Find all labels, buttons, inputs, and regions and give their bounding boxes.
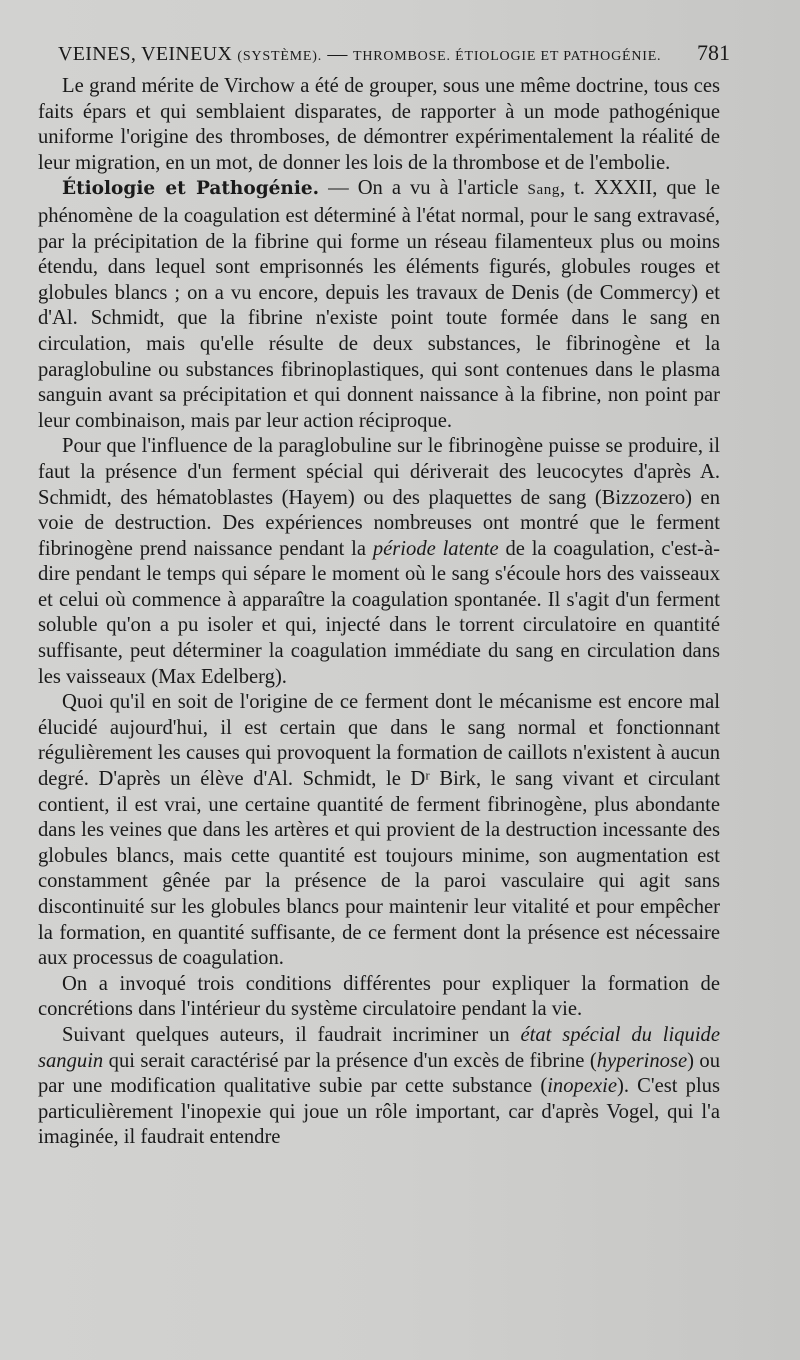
running-head-system: (SYSTÈME). bbox=[237, 49, 323, 64]
paragraph-2-text-b: , t. XXXII, que le phénomène de la coagulation est déterminé à l'état normal, pour le sang extravasé, par la précipitation de la fibrine qui forme un réseau filamenteux plus ou moins étendu, dans lequel sont emprisonnés les éléments figurés, globules rouges et globules blancs ; on a vu encore, depuis les travaux de Denis (de Commercy) et d'Al. Schmidt, que la fibrine n'existe point toute formée dans le sang en circulation, mais qu'elle résulte de deux substances, le fibrinogène et la paraglobuline ou substances fibrinoplastiques, qui sont contenues dans le plasma sanguin avant sa précipitation et qui donnent naissance à la fibrine, non point par leur combinaison, mais par leur action réciproque. bbox=[38, 177, 720, 432]
paragraph-6-emphasis-1: état spécial du liquide sanguin bbox=[38, 1023, 720, 1072]
page-number: 781 bbox=[697, 40, 730, 65]
paragraph-6-emphasis-2: hyperinose bbox=[596, 1049, 688, 1072]
paragraph-3 bbox=[38, 434, 720, 690]
paragraph-4: Quoi qu'il en soit de l'origine de ce ferment dont le mécanisme est encore mal élucidé aujourd'hui, il est certain que dans le sang normal et fonctionnant régulièrement les causes qui provoquent la formation de caillots n'existent à aucun degré. D'après un élève d'Al. Schmidt, le Dʳ Birk, le sang vivant et circulant contient, il est vrai, une certaine quantité de ferment fibrinogène, plus abondante dans les veines que dans les artères et qui provient de la destruction incessante des globules blancs, mais cette quantité est toujours minime, son augmentation est constamment gênée par la présence de la paroi vasculaire qui agit sans discontinuité sur les globules blancs pour maintenir leur vitalité et pour empêcher la formation, en quantité suffisante, de ce ferment dont la présence est nécessaire aux processus de coagulation. bbox=[38, 691, 720, 970]
paragraph-5: On a invoqué trois conditions différentes pour expliquer la formation de concrétions dans l'intérieur du système circulatoire pendant la vie. bbox=[38, 972, 720, 1021]
running-head-main: VEINES, VEINEUX bbox=[58, 43, 233, 65]
paragraph-2 bbox=[38, 176, 720, 434]
paragraph-6-text-c: ) ou par une modification qualitative subie par cette substance ( bbox=[38, 1049, 720, 1098]
running-head-dash: — bbox=[327, 43, 348, 65]
paragraph-6-text-d: ). C'est plus particulièrement l'inopexie qui joue un rôle important, car d'après Vogel, qui l'a imaginée, il faudrait entendre bbox=[38, 1075, 720, 1149]
paragraph-6-text-b: qui serait caractérisé par la présence d'un excès de fibrine ( bbox=[103, 1049, 597, 1072]
paragraph-2-sang: Sang bbox=[527, 182, 560, 199]
paragraph-1: Le grand mérite de Virchow a été de grouper, sous une même doctrine, tous ces faits épars et qui semblaient disparates, de rapporter à un mode pathogénique uniforme l'origine des thromboses, de démontrer expérimentalement la réalité de leur migration, en un mot, de donner les lois de la thrombose et de l'embolie. bbox=[38, 75, 720, 174]
section-heading-etiologie: Étiologie et Pathogénie. bbox=[62, 178, 320, 200]
paragraph-3-text-b: de la coagulation, c'est-à-dire pendant le temps qui sépare le moment où le sang s'écoule hors des vaisseaux et celui où commence à apparaître la coagulation spontanée. Il s'agit d'un ferment soluble qu'on a pu isoler et qui, injecté dans le torrent circulatoire en quantité suffisante, peut déterminer la coagulation immédiate du sang en circulation dans les vaisseaux (Max Edelberg). bbox=[38, 537, 720, 688]
body-text bbox=[38, 74, 720, 1151]
running-head-section: THROMBOSE. ÉTIOLOGIE ET PATHOGÉNIE. bbox=[352, 49, 662, 64]
paragraph-6-text-a: Suivant quelques auteurs, il faudrait incriminer un bbox=[62, 1023, 521, 1046]
paragraph-2-text-a: — On a vu à l'article bbox=[319, 177, 528, 200]
running-head-title bbox=[58, 43, 661, 66]
paragraph-3-text-a: Pour que l'influence de la paraglobuline sur le fibrinogène puisse se produire, il faut la présence d'un ferment spécial qui dériverait des leucocytes d'après A. Schmidt, des hématoblastes (Hayem) ou des plaquettes de sang (Bizzozero) en voie de destruction. Des expériences nombreuses ont montré que le ferment fibrinogène prend naissance pendant la bbox=[38, 435, 720, 560]
paragraph-3-emphasis: période latente bbox=[372, 537, 499, 560]
running-header bbox=[58, 40, 730, 74]
paragraph-6 bbox=[38, 1023, 720, 1151]
paragraph-6-emphasis-3: inopexie bbox=[547, 1075, 617, 1098]
